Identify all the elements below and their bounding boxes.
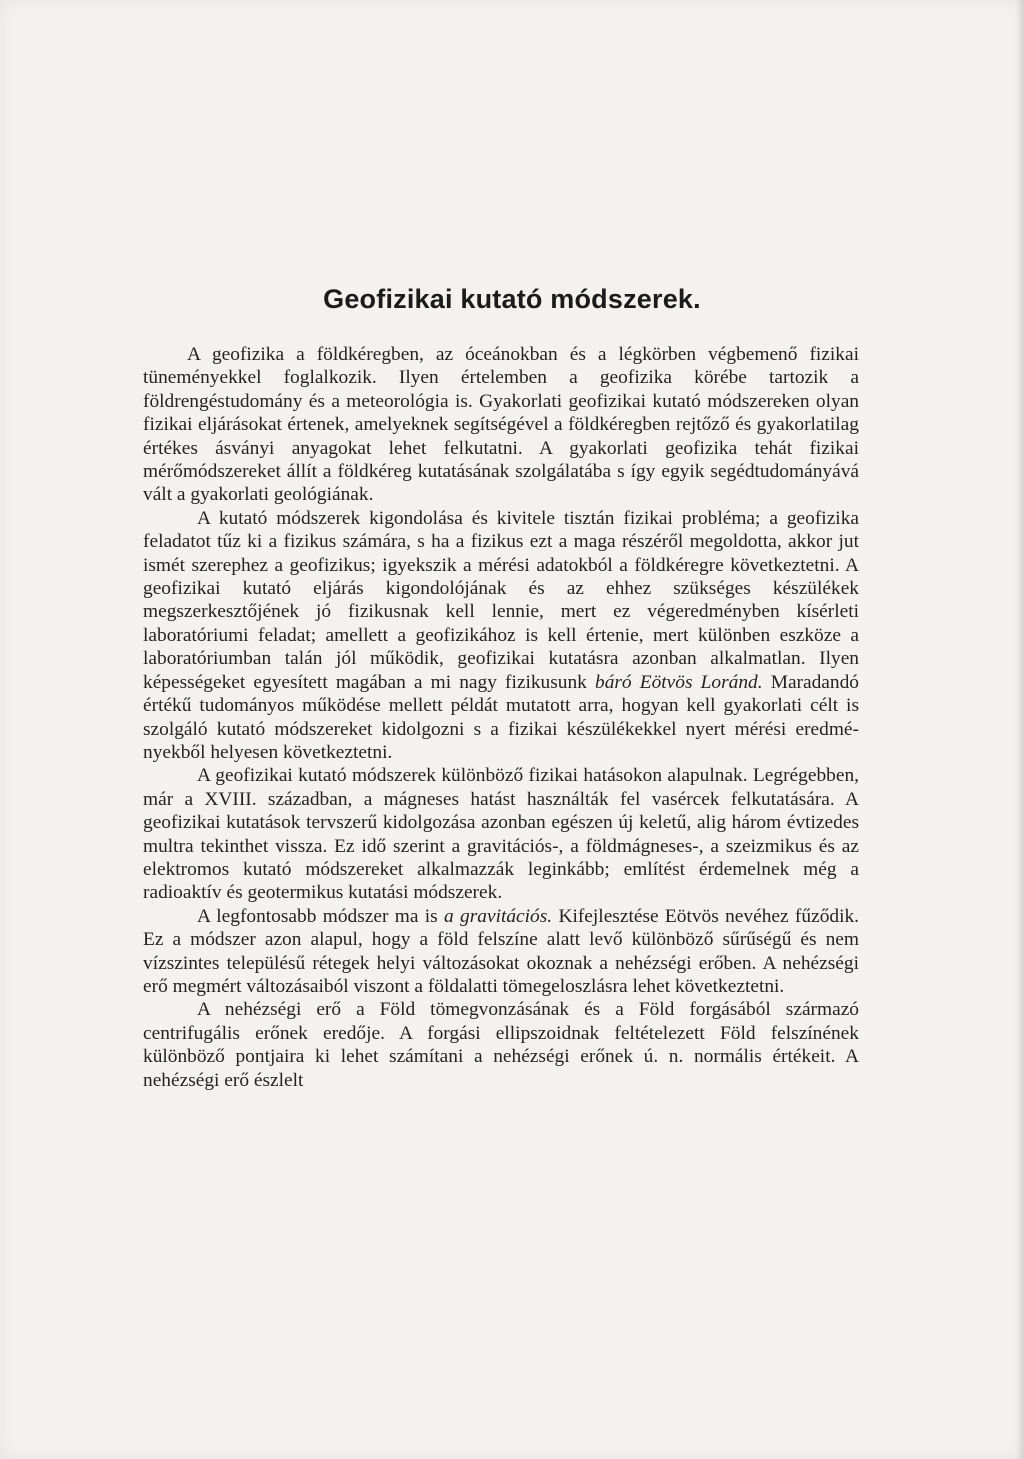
- text-run: A kutató módszerek kigondolása és kivitele tisztán fizikai probléma; a geofizika feladatot tűz ki a fizikus számára, s ha a fizikus ezt a maga részéről megoldotta, akkor jut ismét szerephez a geofizikus; igyekszik a mérési adatokból a földkéregre következtetni. A geofizikai kutató eljárás kigondolójának és az ehhez szükséges készülékek megszerkesztőjének jó fizikusnak kell lennie, mert ez végeredményben kísérleti laboratóriumi feladat; amellett a geofizikához is kell értenie, mert különben eszköze a laboratóriumban talán jól működik, geofizikai kutatásra azonban alkalmatlan. Ilyen képességeket egyesített magában a mi nagy fizikusunk: [143, 507, 859, 693]
- text-run: A nehézségi erő a Föld tömegvonzásának és a Föld forgásából származó centrifugális erőnek eredője. A forgási ellipszoidnak feltételezett Föld felszínének különböző pontjaira ki lehet számítani a nehézségi erőnek ú. n. normális értékeit. A nehézségi erő észlelt: [143, 999, 859, 1091]
- body-text: [143, 343, 859, 1092]
- italic-name: báró Eötvös Loránd.: [595, 671, 763, 693]
- paragraph: [143, 507, 859, 764]
- text-run: Maradandó értékű tudományos működése mellett példát mutatott arra, hogyan kell gyakorlati célt is szolgáló kutató módszereket kidolgozni s a fizikai készülékekkel nyert mérési eredményekből helyesen következtetni.: [143, 671, 860, 763]
- italic-term: a gravitációs.: [444, 905, 553, 927]
- paragraph: [143, 764, 859, 904]
- page-title: Geofizikai kutató módszerek.: [323, 284, 701, 314]
- text-run: A geofizikai kutató módszerek különböző fizikai hatásokon alapulnak. Legrégebben, már a XVIII. században, a mágneses hatást használták fel vasércek felkutatására. A geofizikai kutatások tervszerű kidolgozása azonban egészen új keletű, alig három évtizedes multra tekinthet vissza. Ez idő szerint a gravitációs-, a földmágneses-, a szeizmikus és az elektromos kutató módszereket alkalmazzák leginkább; említést érdemelnek még a radioaktív és geotermikus kutatási módszerek.: [143, 765, 859, 904]
- text-run: A legfontosabb módszer ma is: [197, 905, 445, 927]
- page-edge-shadow: [1016, 0, 1024, 1459]
- text-run: A geofizika a földkéregben, az óceánokban és a légkörben végbemenő fizikai tüneményekkel foglalkozik. Ilyen értelemben a geofizika körébe tartozik a földrengéstudomány és a meteorológia is. Gyakorlati geofizikai kutató módszereken olyan fizikai eljárásokat értenek, amelyeknek segítségével a földkéregben rejtőző és gyakorlatilag értékes ásványi anyagokat lehet felkutatni. A gyakorlati geofizika tehát fizikai mérőmódszereket állít a földkéreg kutatásának szolgálatába s így egyik segédtudományává vált a gyakorlati geológiának.: [143, 344, 859, 506]
- paragraph: [143, 998, 859, 1092]
- paragraph: [143, 343, 859, 507]
- paragraph: [143, 905, 859, 999]
- text-run: Kifejlesztése Eötvös nevéhez fűződik. Ez a módszer azon alapul, hogy a föld felszíne alatt levő különböző sűrűségű és nem vízszintes településű rétegek helyi változásokat okoznak a nehézségi erőben. A nehézségi erő megmért változásaiból viszont a földalatti tömegeloszlásra lehet következtetni.: [143, 905, 860, 997]
